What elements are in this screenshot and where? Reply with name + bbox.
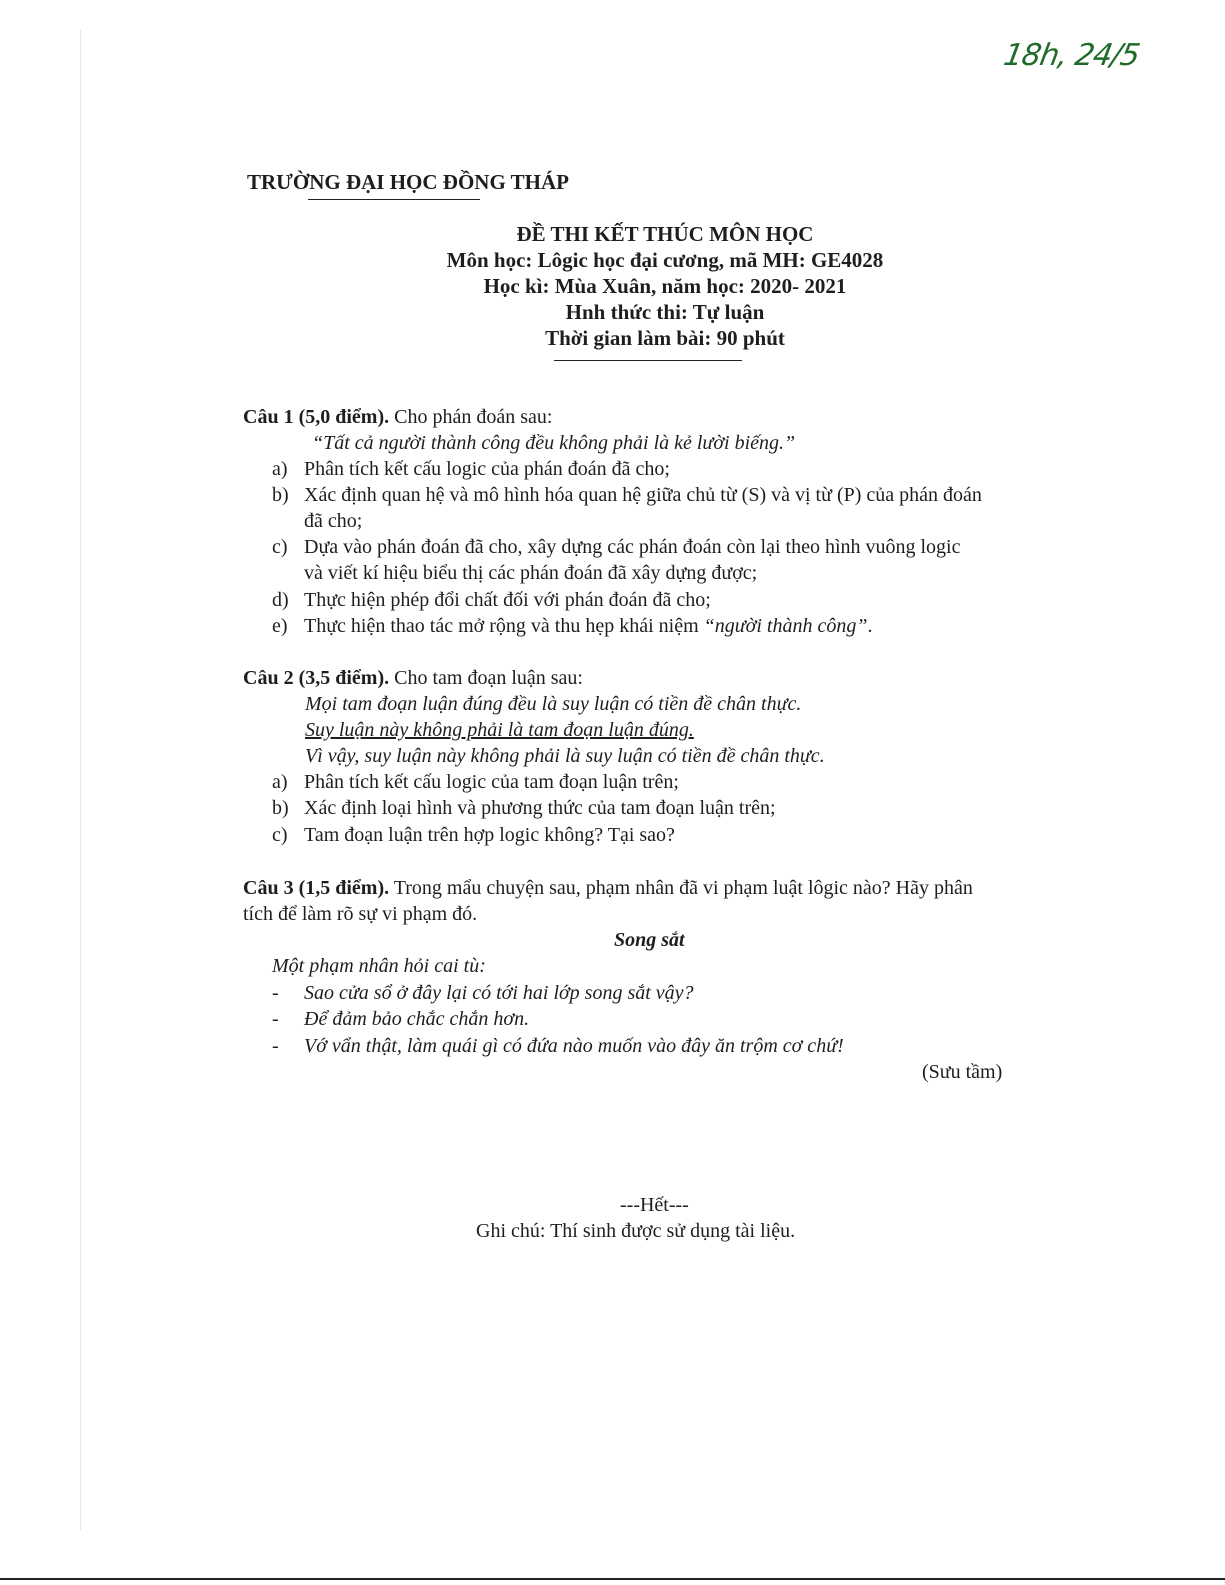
item-marker: b)	[272, 484, 289, 506]
dialog-text: Sao cửa sổ ở đây lại có tới hai lớp song sắt vậy?	[304, 982, 694, 1004]
dialog-dash: -	[272, 1035, 279, 1057]
item-text	[304, 613, 872, 639]
handwritten-annotation	[1000, 38, 1144, 110]
item-marker: e)	[272, 615, 288, 637]
item-text	[304, 482, 982, 534]
course-line: Môn học: Lôgic học đại cương, mã MH: GE4028	[446, 248, 884, 272]
school-underline	[308, 199, 480, 200]
question-2-heading	[243, 665, 583, 691]
school-name: TRƯỜNG ĐẠI HỌC ĐỒNG THÁP	[247, 170, 570, 194]
story-title: Song sắt	[614, 929, 685, 951]
item-text: Phân tích kết cấu logic của tam đoạn luận trên;	[304, 771, 679, 793]
item-text-concept: “người thành công”	[703, 615, 868, 637]
dialog-text: Vớ vẩn thật, làm quái gì có đứa nào muốn vào đây ăn trộm cơ chứ!	[304, 1035, 844, 1057]
syllogism-conclusion: Vì vậy, suy luận này không phải là suy luận có tiền đề chân thực.	[305, 745, 825, 767]
item-text-line1: Xác định quan hệ và mô hình hóa quan hệ giữa chủ từ (S) và vị từ (P) của phán đoán	[304, 484, 982, 506]
item-text-line2: đã cho;	[304, 510, 363, 532]
item-text: Phân tích kết cấu logic của phán đoán đã cho;	[304, 458, 670, 480]
question-3-intro: Trong mẩu chuyện sau, phạm nhân đã vi phạm luật lôgic nào? Hãy phân	[389, 877, 973, 899]
question-1-item-b	[272, 482, 982, 534]
dialog-line-1	[272, 980, 694, 1006]
duration-line: Thời gian làm bài: 90 phút	[545, 326, 785, 350]
exam-title: ĐỀ THI KẾT THÚC MÔN HỌC	[516, 222, 814, 246]
syllogism-premise-1: Mọi tam đoạn luận đúng đều là suy luận có tiền đề chân thực.	[305, 693, 802, 715]
question-3-label: Câu 3 (1,5 điểm).	[243, 877, 390, 899]
semester-line: Học kì: Mùa Xuân, năm học: 2020- 2021	[483, 274, 847, 298]
question-1-item-c	[272, 534, 961, 586]
title-underline	[554, 360, 742, 361]
item-marker: c)	[272, 536, 288, 558]
question-1-quote: “Tất cả người thành công đều không phải là kẻ lười biếng.”	[312, 432, 796, 454]
item-marker: a)	[272, 458, 288, 480]
story-source: (Sưu tầm)	[922, 1061, 1003, 1083]
dialog-line-2	[272, 1006, 529, 1032]
dialog-text: Để đảm bảo chắc chắn hơn.	[304, 1008, 530, 1030]
dialog-dash: -	[272, 982, 279, 1004]
question-1-item-d	[272, 587, 711, 613]
question-3-heading	[243, 875, 973, 927]
question-1-item-a	[272, 456, 670, 482]
question-2-item-a	[272, 769, 679, 795]
item-text-line1: Dựa vào phán đoán đã cho, xây dựng các phán đoán còn lại theo hình vuông logic	[304, 536, 961, 558]
syllogism-premise-2: Suy luận này không phải là tam đoạn luận đúng.	[305, 719, 694, 741]
question-2-label: Câu 2 (3,5 điểm).	[243, 667, 390, 689]
item-text-line2: và viết kí hiệu biểu thị các phán đoán đã xây dựng được;	[304, 562, 758, 584]
exam-title-block	[420, 221, 910, 351]
item-marker: a)	[272, 771, 288, 793]
item-text: Thực hiện phép đổi chất đối với phán đoán đã cho;	[304, 589, 711, 611]
dialog-dash: -	[272, 1008, 279, 1030]
dialog-line-3	[272, 1033, 844, 1059]
question-1-intro: Cho phán đoán sau:	[389, 406, 553, 428]
question-1-item-e	[272, 613, 872, 639]
item-text: Xác định loại hình và phương thức của tam đoạn luận trên;	[304, 797, 776, 819]
question-2-intro: Cho tam đoạn luận sau:	[389, 667, 583, 689]
item-text-end: .	[867, 615, 873, 637]
item-marker: d)	[272, 589, 289, 611]
story-lead: Một phạm nhân hỏi cai tù:	[272, 955, 486, 977]
scan-bottom-edge	[0, 1578, 1225, 1580]
question-1-heading	[243, 404, 552, 430]
end-marker: ---Hết---	[620, 1194, 689, 1216]
question-2-item-b	[272, 795, 776, 821]
item-text-main: Thực hiện thao tác mở rộng và thu hẹp khái niệm	[304, 615, 704, 637]
item-text: Tam đoạn luận trên hợp logic không? Tại sao?	[304, 824, 675, 846]
question-3-intro-line2: tích để làm rõ sự vi phạm đó.	[243, 903, 478, 925]
handwritten-note: 18h, 24/5	[1000, 38, 1142, 73]
footer-note: Ghi chú: Thí sinh được sử dụng tài liệu.	[476, 1220, 796, 1242]
item-marker: b)	[272, 797, 289, 819]
question-1-label: Câu 1 (5,0 điểm).	[243, 406, 390, 428]
item-marker: c)	[272, 824, 288, 846]
question-2-item-c	[272, 822, 675, 848]
item-text	[304, 534, 961, 586]
scan-edge	[80, 30, 81, 1530]
exam-format-line: Hnh thức thi: Tự luận	[565, 300, 765, 324]
